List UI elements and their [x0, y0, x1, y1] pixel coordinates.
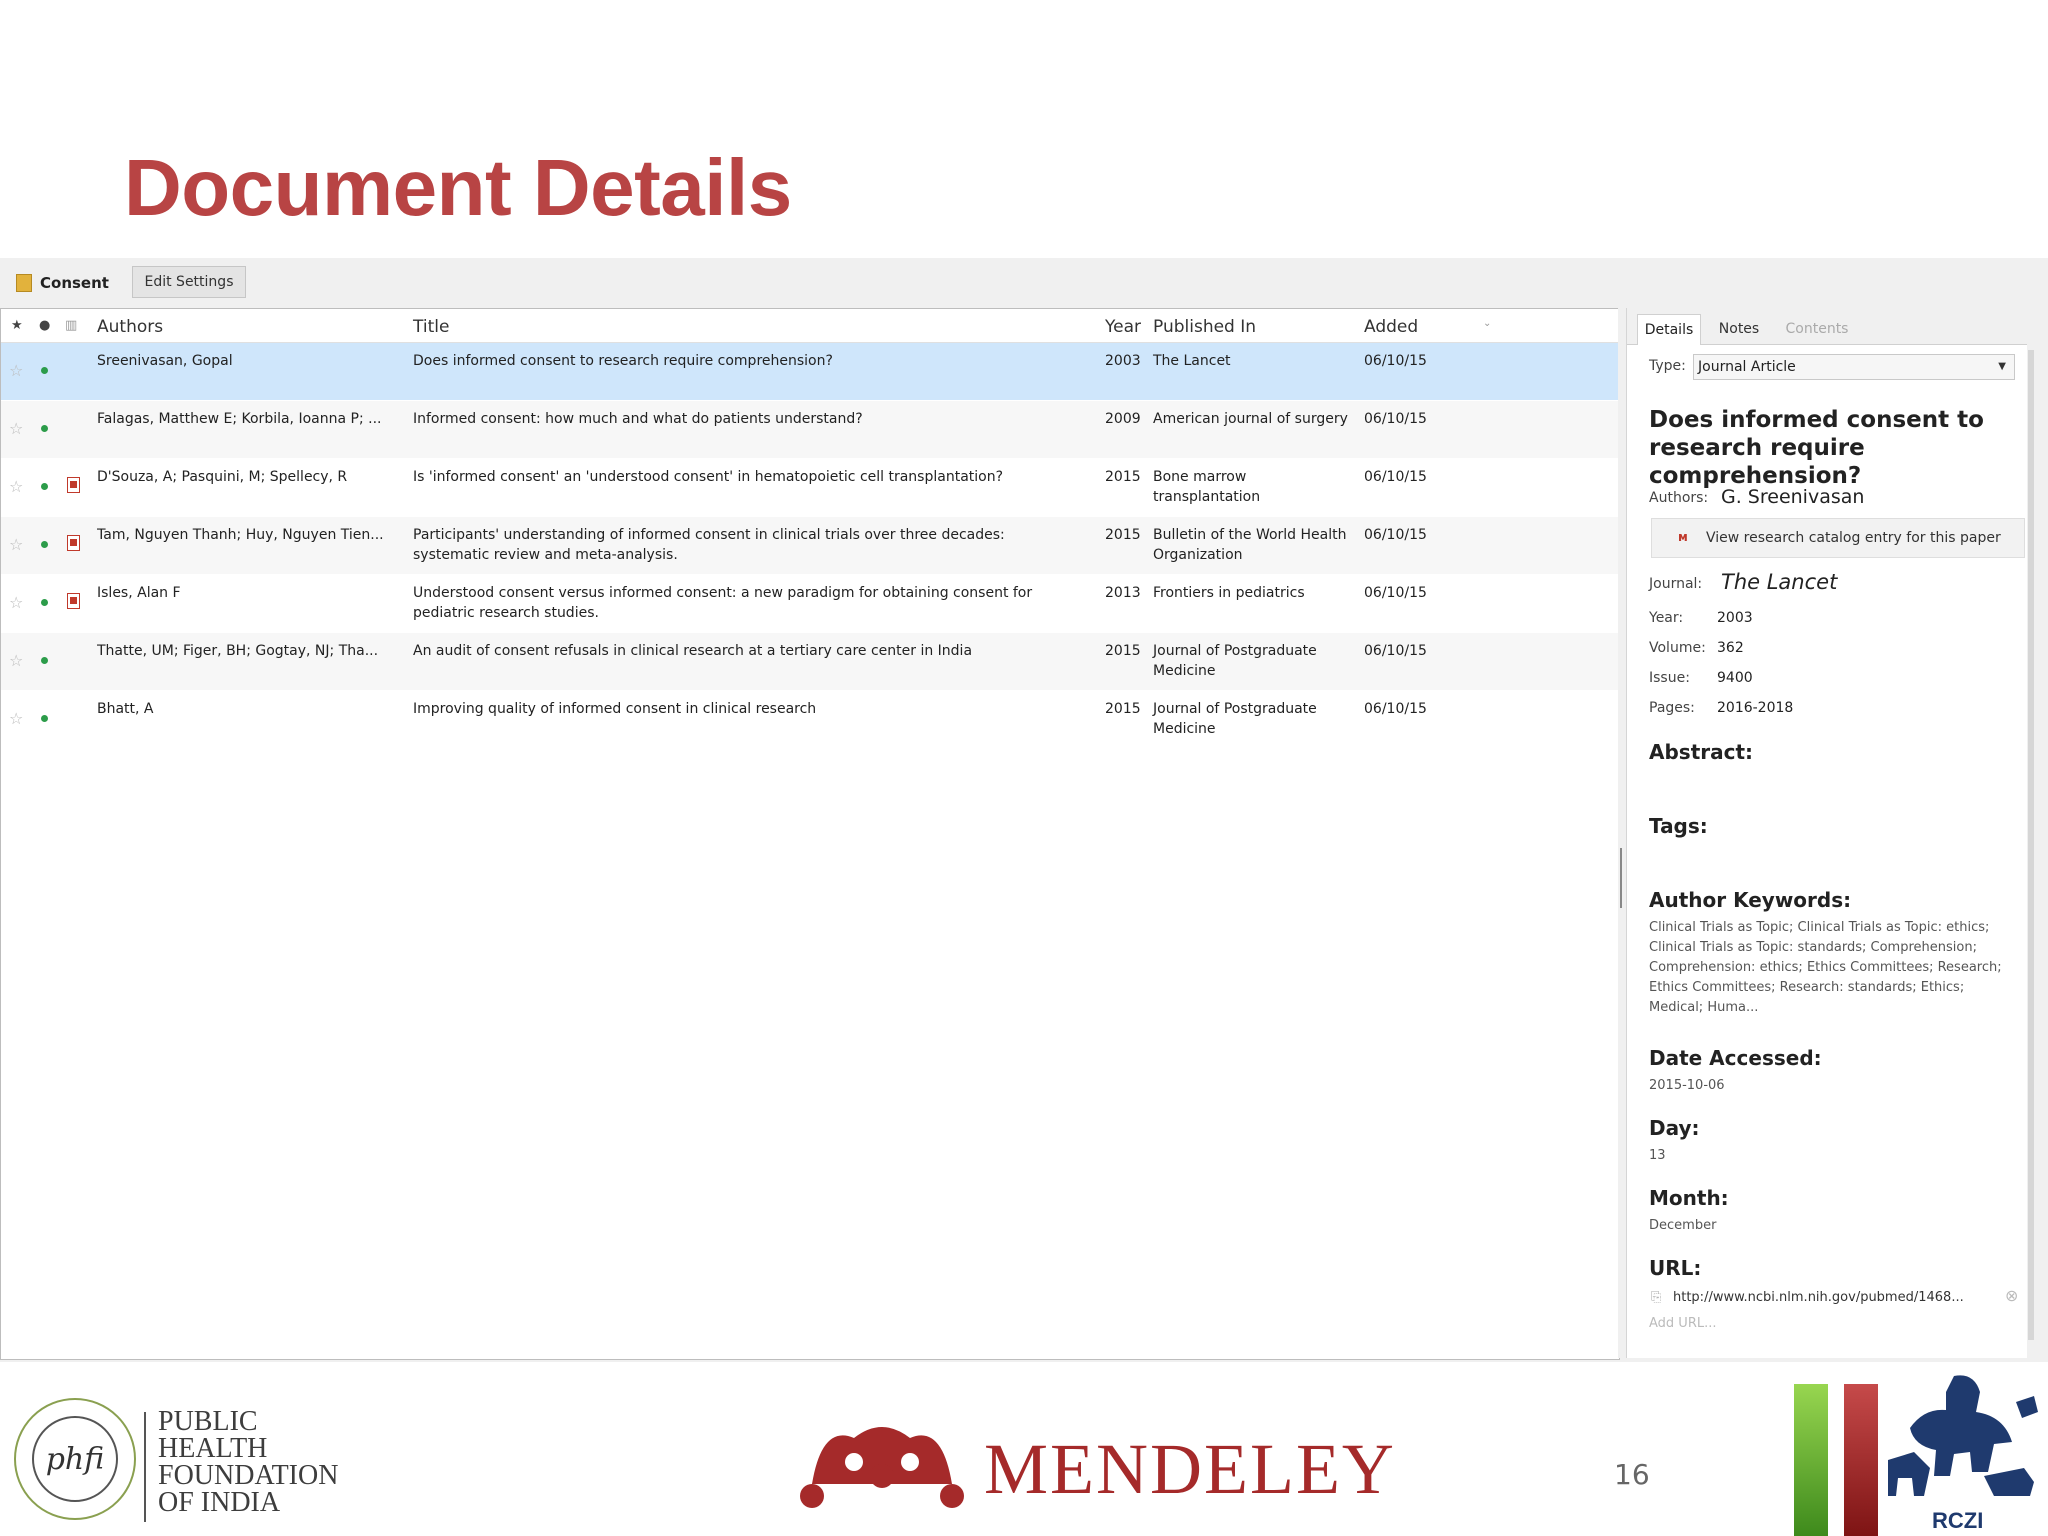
- details-panel: [1626, 308, 2035, 1358]
- row-added: 06/10/15: [1364, 527, 1427, 543]
- tags-label: Tags:: [1649, 814, 1708, 838]
- row-published-in: Bone marrow transplantation: [1153, 469, 1261, 505]
- row-added: 06/10/15: [1364, 469, 1427, 485]
- edit-settings-button[interactable]: Edit Settings: [132, 266, 246, 298]
- unread-dot-icon[interactable]: [41, 367, 48, 374]
- link-icon: ⎘: [1651, 1290, 1662, 1305]
- slide-footer: [0, 1364, 2048, 1536]
- table-row[interactable]: [1, 401, 1619, 458]
- mendeley-window: [0, 258, 2048, 1362]
- type-value: Journal Article: [1698, 359, 1796, 375]
- mendeley-wordmark: MENDELEY: [984, 1429, 1396, 1509]
- authors-value[interactable]: G. Sreenivasan: [1721, 486, 1865, 508]
- page-number: 16: [1614, 1458, 1650, 1491]
- rczi-animals-logo: [1884, 1372, 2040, 1498]
- phfi-divider: [144, 1412, 146, 1522]
- row-year: 2015: [1105, 643, 1141, 659]
- star-icon[interactable]: ☆: [9, 593, 24, 612]
- row-title: Does informed consent to research require comprehension?: [413, 353, 833, 369]
- row-published-in: Journal of Postgraduate Medicine: [1153, 701, 1317, 737]
- row-added: 06/10/15: [1364, 353, 1427, 369]
- table-header: [1, 309, 1619, 343]
- date-accessed-value[interactable]: 2015-10-06: [1649, 1078, 1725, 1093]
- pages-value[interactable]: 2016-2018: [1717, 700, 1794, 716]
- unread-dot-icon[interactable]: [41, 483, 48, 490]
- day-label: Day:: [1649, 1116, 1700, 1140]
- column-options-chevron-icon[interactable]: ⌄: [1483, 318, 1492, 329]
- column-header-added[interactable]: Added: [1364, 317, 1419, 337]
- row-published-in: Journal of Postgraduate Medicine: [1153, 643, 1317, 679]
- folder-name[interactable]: Consent: [40, 274, 109, 292]
- row-published-in: American journal of surgery: [1153, 411, 1348, 427]
- unread-dot-icon[interactable]: [41, 541, 48, 548]
- view-catalog-label: View research catalog entry for this paper: [1706, 530, 2001, 546]
- remove-url-icon[interactable]: ⊗: [2005, 1286, 2019, 1305]
- splitter-grip-icon[interactable]: [1620, 848, 1624, 908]
- mendeley-logo-icon: [792, 1414, 972, 1514]
- column-header-title[interactable]: Title: [413, 317, 450, 337]
- document-table: [0, 308, 1620, 1360]
- tab-contents[interactable]: Contents: [1785, 321, 1849, 337]
- table-row[interactable]: [1, 633, 1619, 690]
- row-authors: Thatte, UM; Figer, BH; Gogtay, NJ; Tha...: [97, 643, 379, 659]
- url-value[interactable]: http://www.ncbi.nlm.nih.gov/pubmed/1468...: [1673, 1290, 1964, 1305]
- add-url-link[interactable]: Add URL...: [1649, 1316, 1717, 1331]
- month-value[interactable]: December: [1649, 1218, 1717, 1233]
- table-row[interactable]: [1, 517, 1619, 574]
- journal-label: Journal:: [1649, 576, 1703, 592]
- row-title: An audit of consent refusals in clinical research at a tertiary care center in India: [413, 643, 973, 659]
- authors-label: Authors:: [1649, 490, 1709, 506]
- table-row[interactable]: [1, 343, 1619, 400]
- phfi-seal-text: phfi: [32, 1416, 118, 1502]
- row-published-in: The Lancet: [1153, 353, 1231, 369]
- star-icon[interactable]: ☆: [9, 709, 24, 728]
- slide-title: Document Details: [124, 143, 792, 232]
- unread-dot-icon[interactable]: [41, 599, 48, 606]
- row-authors: Tam, Nguyen Thanh; Huy, Nguyen Tien...: [97, 527, 384, 543]
- document-title[interactable]: Does informed consent to research require comprehension?: [1649, 407, 1984, 489]
- unread-dot-icon[interactable]: [41, 425, 48, 432]
- pages-label: Pages:: [1649, 700, 1695, 716]
- url-label: URL:: [1649, 1256, 1702, 1280]
- column-header-year[interactable]: Year: [1105, 317, 1141, 337]
- row-added: 06/10/15: [1364, 643, 1427, 659]
- row-authors: Bhatt, A: [97, 701, 154, 717]
- issue-value[interactable]: 9400: [1717, 670, 1753, 686]
- rczi-label: RCZI: [1932, 1508, 1984, 1533]
- month-label: Month:: [1649, 1186, 1729, 1210]
- unread-dot-icon[interactable]: [41, 715, 48, 722]
- date-accessed-label: Date Accessed:: [1649, 1046, 1822, 1070]
- pdf-icon[interactable]: [67, 477, 80, 493]
- column-header-published-in[interactable]: Published In: [1153, 317, 1257, 337]
- scrollbar-thumb[interactable]: [2028, 350, 2034, 1340]
- issue-label: Issue:: [1649, 670, 1690, 686]
- row-year: 2003: [1105, 353, 1141, 369]
- type-label: Type:: [1649, 358, 1686, 374]
- dropdown-caret-icon: ▼: [1998, 361, 2006, 372]
- row-added: 06/10/15: [1364, 411, 1427, 427]
- volume-value[interactable]: 362: [1717, 640, 1744, 656]
- row-title: Informed consent: how much and what do patients understand?: [413, 411, 863, 427]
- row-title: Participants' understanding of informed consent in clinical trials over three decades: systematic review and meta-analysis.: [413, 527, 1005, 563]
- tab-details[interactable]: Details: [1637, 314, 1701, 345]
- table-row[interactable]: [1, 575, 1619, 632]
- row-published-in: Bulletin of the World Health Organization: [1153, 527, 1347, 563]
- row-year: 2015: [1105, 527, 1141, 543]
- read-status-column-icon[interactable]: ●: [39, 318, 51, 333]
- star-icon[interactable]: ☆: [9, 361, 24, 380]
- row-added: 06/10/15: [1364, 701, 1427, 717]
- day-value[interactable]: 13: [1649, 1148, 1666, 1163]
- star-icon[interactable]: ☆: [9, 477, 24, 496]
- volume-label: Volume:: [1649, 640, 1706, 656]
- panel-splitter[interactable]: [1618, 308, 1626, 1358]
- phfi-logo-text: PUBLIC HEALTH FOUNDATION OF INDIA: [158, 1406, 339, 1518]
- row-year: 2013: [1105, 585, 1141, 601]
- journal-value[interactable]: The Lancet: [1721, 570, 1838, 594]
- details-scrollbar[interactable]: [2027, 344, 2035, 1358]
- red-bar-decoration: [1844, 1384, 1878, 1536]
- author-keywords-label: Author Keywords:: [1649, 888, 1852, 912]
- row-year: 2015: [1105, 469, 1141, 485]
- column-header-authors[interactable]: Authors: [97, 317, 164, 337]
- attachment-column-icon[interactable]: ▥: [65, 318, 78, 333]
- row-year: 2015: [1105, 701, 1141, 717]
- tab-notes[interactable]: Notes: [1718, 321, 1760, 337]
- star-icon[interactable]: ☆: [9, 535, 24, 554]
- row-title: Is 'informed consent' an 'understood consent' in hematopoietic cell transplantation?: [413, 469, 1004, 485]
- row-authors: D'Souza, A; Pasquini, M; Spellecy, R: [97, 469, 348, 485]
- pdf-icon[interactable]: [67, 535, 80, 551]
- row-published-in: Frontiers in pediatrics: [1153, 585, 1305, 601]
- green-bar-decoration: [1794, 1384, 1828, 1536]
- pdf-icon[interactable]: [67, 593, 80, 609]
- year-value[interactable]: 2003: [1717, 610, 1753, 626]
- star-icon[interactable]: ☆: [9, 651, 24, 670]
- table-row[interactable]: [1, 459, 1619, 516]
- abstract-label: Abstract:: [1649, 740, 1754, 764]
- toolbar: [0, 258, 1620, 308]
- unread-dot-icon[interactable]: [41, 657, 48, 664]
- author-keywords-value[interactable]: Clinical Trials as Topic; Clinical Trials as Topic: ethics; Clinical Trials as Topic: standards; Comprehension; Comprehension: ethics; Ethics Committees; Research; Ethics Committees; Research: standards; Ethics; Medical; Huma...: [1649, 920, 2002, 1015]
- mendeley-mini-icon: ᴍ: [1678, 530, 1688, 544]
- row-added: 06/10/15: [1364, 585, 1427, 601]
- details-tabs: [1627, 308, 2035, 345]
- row-authors: Falagas, Matthew E; Korbila, Ioanna P; ...: [97, 411, 382, 427]
- star-column-icon[interactable]: ★: [11, 318, 23, 333]
- star-icon[interactable]: ☆: [9, 419, 24, 438]
- view-catalog-button[interactable]: [1651, 518, 2025, 558]
- row-authors: Sreenivasan, Gopal: [97, 353, 233, 369]
- row-title: Understood consent versus informed consent: a new paradigm for obtaining consent for pediatric research studies.: [413, 585, 1033, 621]
- phfi-seal-logo: [14, 1398, 136, 1520]
- type-dropdown[interactable]: [1693, 354, 2015, 380]
- table-row[interactable]: [1, 691, 1619, 748]
- folder-icon: [16, 274, 32, 292]
- row-authors: Isles, Alan F: [97, 585, 181, 601]
- year-label: Year:: [1649, 610, 1684, 626]
- row-title: Improving quality of informed consent in clinical research: [413, 701, 817, 717]
- row-year: 2009: [1105, 411, 1141, 427]
